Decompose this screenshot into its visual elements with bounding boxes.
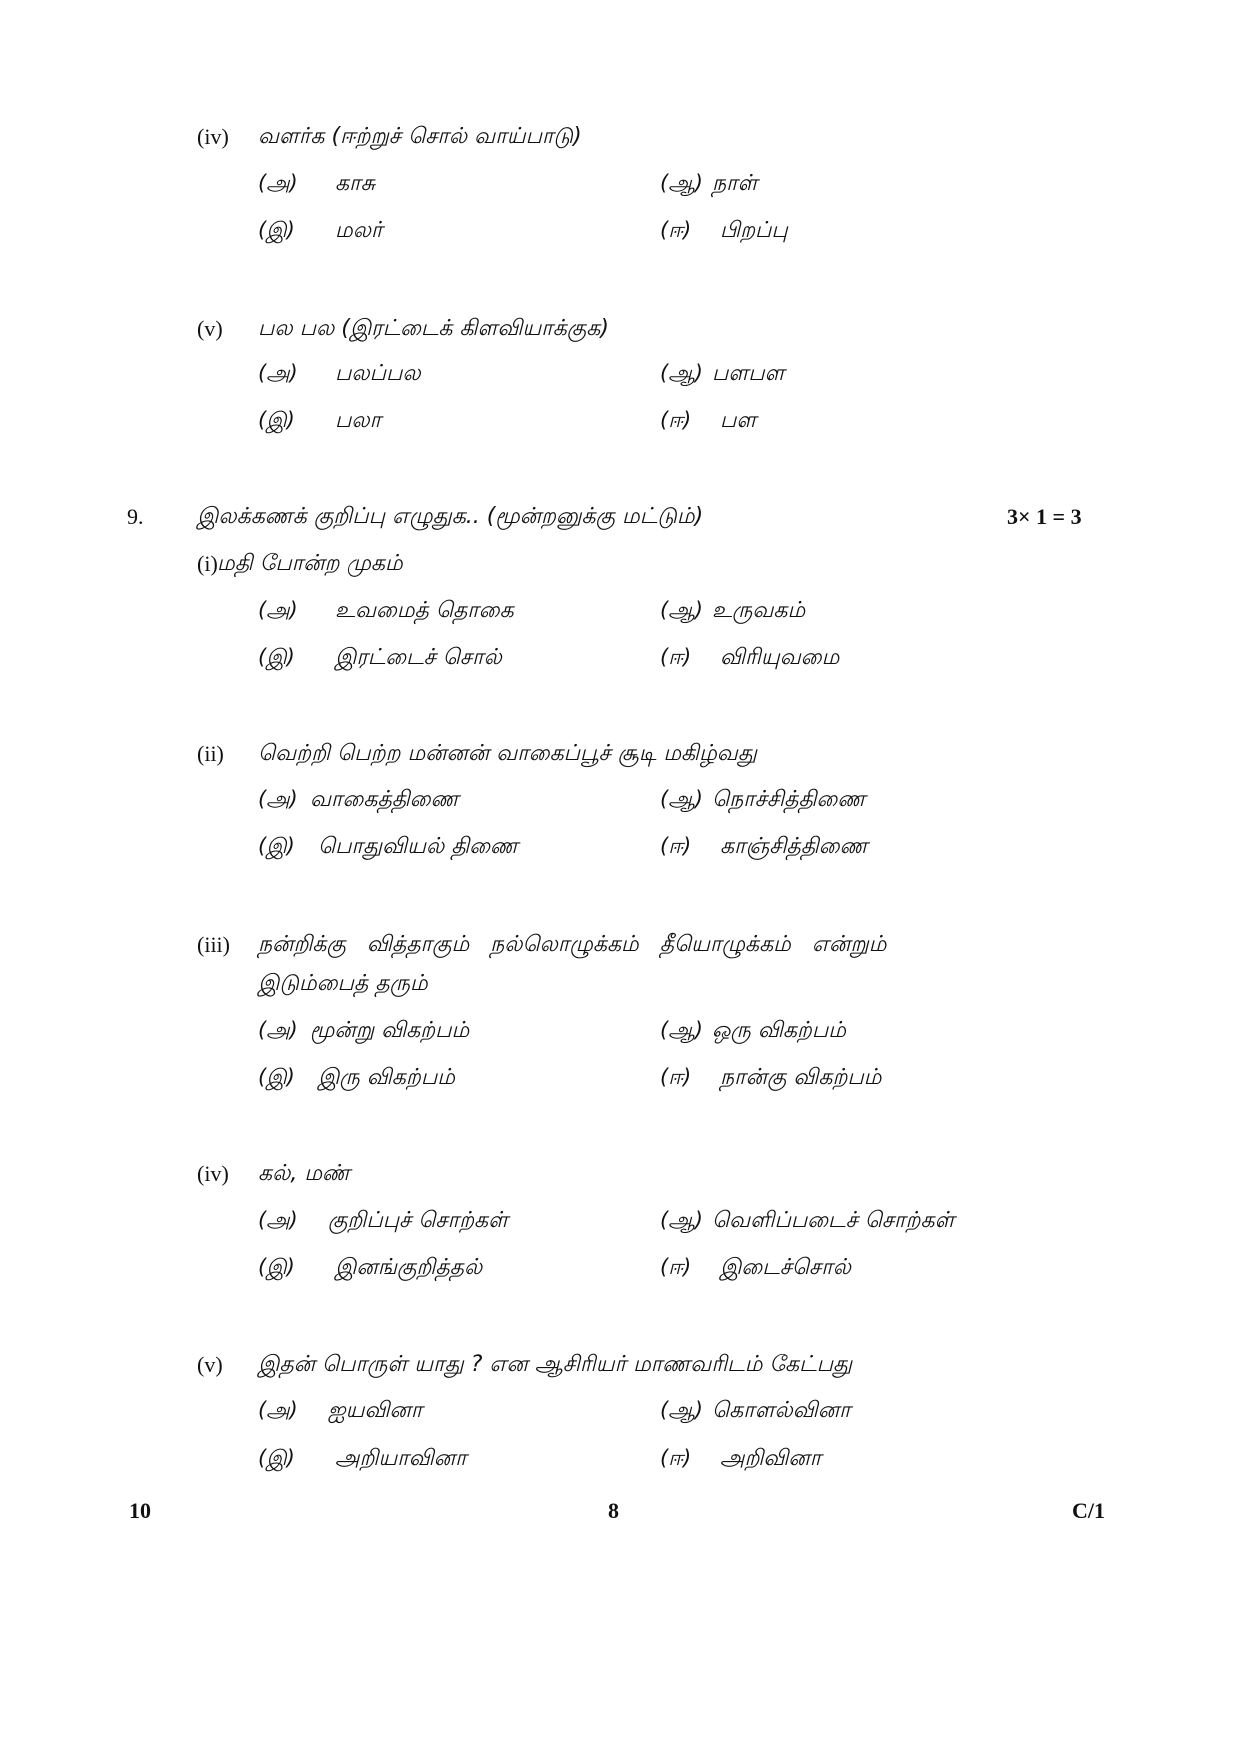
item-label: (v): [197, 1352, 223, 1377]
option-aa-text: பளபள: [712, 361, 785, 386]
option-ii-label: (ஈ): [660, 834, 692, 858]
option-a-label: (அ): [258, 361, 298, 385]
option-i-label: (இ): [258, 834, 295, 858]
item-text: இதன் பொருள் யாது ? என ஆசிரியர் மாணவரிடம் கேட்பது: [258, 1352, 853, 1377]
option-aa-text: ஒரு விகற்பம்: [712, 1018, 846, 1043]
option-i-label: (இ): [258, 218, 295, 242]
option-aa-label: (ஆ): [660, 171, 703, 195]
option-aa-text: வெளிப்படைச் சொற்கள்: [712, 1208, 955, 1233]
item-label: (iv): [197, 1161, 229, 1186]
item-label: (iv): [197, 124, 229, 149]
item-text: மதி போன்ற முகம்: [217, 551, 403, 576]
question-title: இலக்கணக் குறிப்பு எழுதுக.. (மூன்றனுக்கு மட்டும்): [197, 504, 704, 529]
option-i-text: பலா: [335, 408, 382, 433]
option-aa-label: (ஆ): [660, 1018, 703, 1042]
option-i-text: பொதுவியல் திணை: [318, 834, 519, 859]
option-aa-label: (ஆ): [660, 361, 703, 385]
page-number: 8: [608, 1498, 619, 1523]
option-i-label: (இ): [258, 1065, 295, 1089]
option-i-label: (இ): [258, 645, 295, 669]
option-aa-text: கொளல்வினா: [712, 1398, 851, 1423]
item-label: (v): [197, 316, 223, 341]
option-ii-label: (ஈ): [660, 1446, 692, 1470]
option-aa-text: உருவகம்: [712, 598, 806, 623]
option-a-text: வாகைத்திணை: [310, 787, 459, 812]
option-ii-text: விரியுவமை: [720, 645, 840, 670]
option-a-text: காசு: [335, 171, 375, 196]
option-ii-text: காஞ்சித்திணை: [720, 834, 868, 859]
option-a-label: (அ): [258, 598, 298, 622]
option-a-text: மூன்று விகற்பம்: [310, 1018, 470, 1043]
option-a-label: (அ): [258, 1398, 298, 1422]
option-ii-label: (ஈ): [660, 645, 692, 669]
option-i-text: அறியாவினா: [335, 1446, 467, 1471]
marks: 3× 1 = 3: [1007, 504, 1082, 529]
option-aa-label: (ஆ): [660, 787, 703, 811]
item-label: (i): [197, 551, 218, 576]
option-aa-label: (ஆ): [660, 598, 703, 622]
option-ii-text: அறிவினா: [720, 1446, 822, 1471]
option-ii-text: நான்கு விகற்பம்: [720, 1065, 882, 1090]
option-i-text: இனங்குறித்தல்: [335, 1255, 483, 1280]
option-aa-label: (ஆ): [660, 1208, 703, 1232]
item-text-line-1: நன்றிக்கு வித்தாகும் நல்லொழுக்கம் தீயொழுக்கம் என்றும்: [258, 932, 887, 957]
option-ii-text: பிறப்பு: [720, 218, 788, 243]
option-ii-text: இடைச்சொல்: [720, 1255, 851, 1280]
option-ii-label: (ஈ): [660, 1065, 692, 1089]
option-aa-text: நாள்: [712, 171, 758, 196]
option-a-text: குறிப்புச் சொற்கள்: [328, 1208, 508, 1233]
option-ii-text: பள: [720, 408, 757, 433]
item-label: (iii): [197, 932, 230, 957]
question-number: 9.: [127, 504, 144, 529]
option-a-label: (அ): [258, 1208, 298, 1232]
item-text-line-2: இடும்பைத் தரும்: [258, 971, 428, 996]
option-ii-label: (ஈ): [660, 1255, 692, 1279]
option-ii-label: (ஈ): [660, 218, 692, 242]
option-aa-label: (ஆ): [660, 1398, 703, 1422]
option-i-text: மலர்: [335, 218, 383, 243]
option-a-text: உவமைத் தொகை: [335, 598, 514, 623]
option-a-label: (அ): [258, 787, 298, 811]
option-a-label: (அ): [258, 1018, 298, 1042]
option-i-text: இரட்டைச் சொல்: [335, 645, 502, 670]
item-label: (ii): [197, 741, 224, 766]
footer-right-code: C/1: [1072, 1498, 1105, 1523]
option-a-text: பலப்பல: [335, 361, 421, 386]
footer-left-code: 10: [129, 1498, 151, 1523]
option-ii-label: (ஈ): [660, 408, 692, 432]
option-i-label: (இ): [258, 1446, 295, 1470]
item-text: பல பல (இரட்டைக் கிளவியாக்குக): [258, 316, 609, 341]
option-aa-text: நொச்சித்திணை: [712, 787, 866, 812]
item-text: வெற்றி பெற்ற மன்னன் வாகைப்பூச் சூடி மகிழ்வது: [258, 741, 757, 766]
option-a-label: (அ): [258, 171, 298, 195]
option-i-text: இரு விகற்பம்: [318, 1065, 455, 1090]
option-i-label: (இ): [258, 408, 295, 432]
item-text: கல், மண்: [258, 1161, 351, 1186]
option-a-text: ஐயவினா: [328, 1398, 423, 1423]
item-text: வளர்க (ஈற்றுச் சொல் வாய்பாடு): [258, 124, 582, 149]
option-i-label: (இ): [258, 1255, 295, 1279]
